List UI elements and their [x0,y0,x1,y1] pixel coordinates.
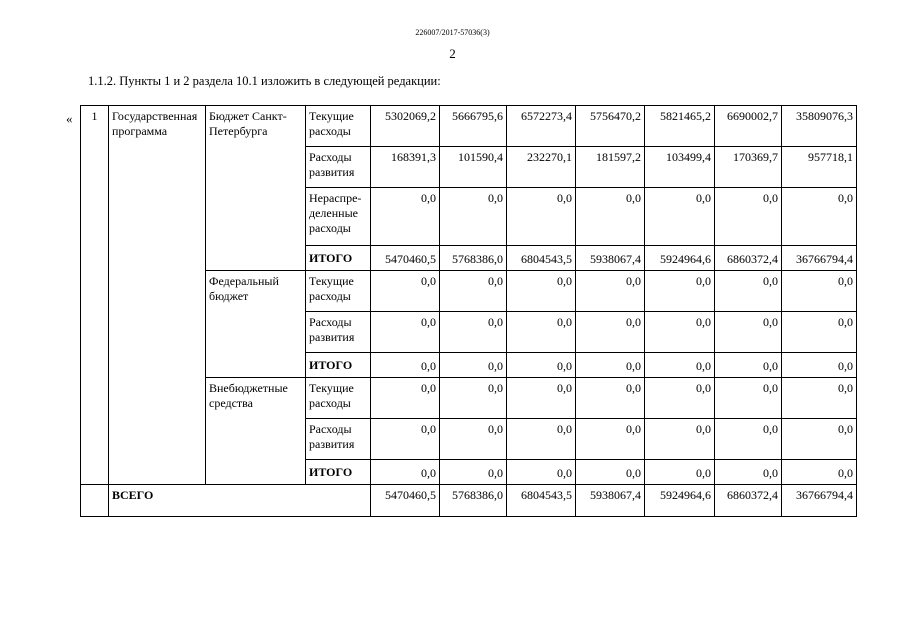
value-cell: 5302069,2 [371,106,440,147]
row-number-cell: 1 [81,106,109,485]
value-cell: 5768386,0 [440,246,507,271]
value-cell: 0,0 [371,460,440,485]
value-cell: 0,0 [507,460,576,485]
expense-type-cell: Расходы развития [306,147,371,188]
value-cell: 0,0 [715,378,782,419]
value-cell: 103499,4 [645,147,715,188]
total-value-cell: 5470460,5 [371,485,440,517]
value-cell: 0,0 [507,271,576,312]
expense-type-cell: ИТОГО [306,353,371,378]
value-cell: 6860372,4 [715,246,782,271]
value-cell: 35809076,3 [782,106,857,147]
value-cell: 5756470,2 [576,106,645,147]
value-cell: 0,0 [715,312,782,353]
total-row [81,485,857,517]
funding-source-cell: Внебюджетные средства [206,378,306,485]
value-cell: 0,0 [576,419,645,460]
total-value-cell: 6804543,5 [507,485,576,517]
value-cell: 36766794,4 [782,246,857,271]
page-number: 2 [449,46,456,61]
opening-quote: « [66,111,73,126]
value-cell: 0,0 [782,419,857,460]
value-cell: 957718,1 [782,147,857,188]
value-cell: 181597,2 [576,147,645,188]
value-cell: 0,0 [371,271,440,312]
value-cell: 0,0 [645,378,715,419]
value-cell: 0,0 [440,353,507,378]
value-cell: 0,0 [645,460,715,485]
value-cell: 0,0 [507,378,576,419]
table-row [81,106,857,147]
value-cell: 0,0 [576,460,645,485]
value-cell: 0,0 [645,419,715,460]
value-cell: 0,0 [507,353,576,378]
value-cell: 0,0 [440,378,507,419]
total-value-cell: 5924964,6 [645,485,715,517]
value-cell: 0,0 [645,271,715,312]
value-cell: 0,0 [782,378,857,419]
total-value-cell: 36766794,4 [782,485,857,517]
value-cell: 0,0 [440,188,507,246]
expense-type-cell: Текущие расходы [306,378,371,419]
funding-source-cell: Федеральный бюджет [206,271,306,378]
value-cell: 0,0 [440,312,507,353]
value-cell: 168391,3 [371,147,440,188]
value-cell: 0,0 [782,460,857,485]
value-cell: 6572273,4 [507,106,576,147]
value-cell: 0,0 [645,188,715,246]
budget-table [80,105,857,517]
value-cell: 6690002,7 [715,106,782,147]
value-cell: 0,0 [576,378,645,419]
document-id: 226007/2017-57036(3) [415,28,490,37]
value-cell: 0,0 [782,353,857,378]
value-cell: 0,0 [371,353,440,378]
value-cell: 0,0 [507,419,576,460]
value-cell: 0,0 [371,378,440,419]
value-cell: 0,0 [782,271,857,312]
value-cell: 0,0 [576,312,645,353]
value-cell: 0,0 [576,353,645,378]
value-cell: 0,0 [440,419,507,460]
total-value-cell: 6860372,4 [715,485,782,517]
value-cell: 0,0 [576,188,645,246]
value-cell: 0,0 [645,353,715,378]
total-label-cell: ВСЕГО [109,485,371,517]
total-value-cell: 5768386,0 [440,485,507,517]
value-cell: 0,0 [371,419,440,460]
total-spacer-cell [81,485,109,517]
value-cell: 0,0 [576,271,645,312]
value-cell: 0,0 [371,188,440,246]
value-cell: 0,0 [440,460,507,485]
expense-type-cell: Нераспре-деленные расходы [306,188,371,246]
value-cell: 0,0 [715,353,782,378]
expense-type-cell: Текущие расходы [306,271,371,312]
value-cell: 0,0 [440,271,507,312]
value-cell: 5821465,2 [645,106,715,147]
value-cell: 232270,1 [507,147,576,188]
total-value-cell: 5938067,4 [576,485,645,517]
expense-type-cell: Текущие расходы [306,106,371,147]
value-cell: 0,0 [782,312,857,353]
value-cell: 5924964,6 [645,246,715,271]
value-cell: 0,0 [507,312,576,353]
funding-source-cell: Бюджет Санкт-Петербурга [206,106,306,271]
expense-type-cell: ИТОГО [306,246,371,271]
expense-type-cell: Расходы развития [306,419,371,460]
value-cell: 0,0 [782,188,857,246]
expense-type-cell: ИТОГО [306,460,371,485]
value-cell: 0,0 [715,271,782,312]
expense-type-cell: Расходы развития [306,312,371,353]
value-cell: 0,0 [715,419,782,460]
value-cell: 5938067,4 [576,246,645,271]
program-name-cell: Государственная программа [109,106,206,485]
value-cell: 0,0 [715,188,782,246]
value-cell: 0,0 [645,312,715,353]
value-cell: 6804543,5 [507,246,576,271]
value-cell: 5666795,6 [440,106,507,147]
value-cell: 5470460,5 [371,246,440,271]
intro-paragraph: 1.1.2. Пункты 1 и 2 раздела 10.1 изложить в следующей редакции: [88,74,441,88]
value-cell: 0,0 [715,460,782,485]
value-cell: 0,0 [371,312,440,353]
value-cell: 0,0 [507,188,576,246]
value-cell: 170369,7 [715,147,782,188]
value-cell: 101590,4 [440,147,507,188]
